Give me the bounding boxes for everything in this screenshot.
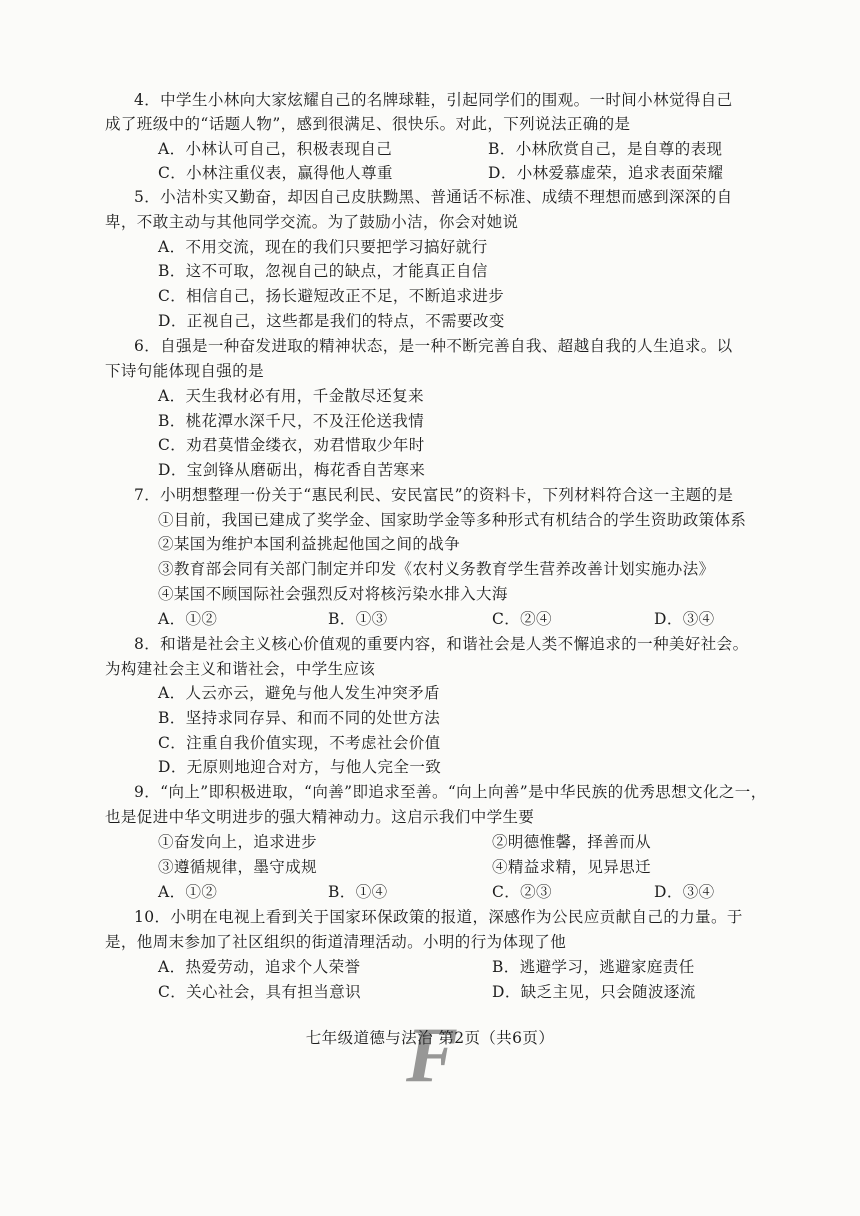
q7-item-2: ②某国为维护本国利益挑起他国之间的战争: [158, 535, 461, 553]
q8-option-c: C．注重自我价值实现，不考虑社会价值: [158, 734, 441, 752]
q9-item-2: ②明德惟馨，择善而从: [492, 833, 652, 851]
q10-option-c: C．关心社会，具有担当意识: [158, 983, 362, 1001]
q5-option-c: C．相信自己，扬长避短改正不足，不断追求进步: [158, 287, 505, 305]
q10-option-b: B．逃避学习，逃避家庭责任: [492, 958, 695, 976]
q10-stem-line2: 是，他周末参加了社区组织的街道清理活动。小明的行为体现了他: [105, 933, 567, 951]
q4-stem-line2: 成了班级中的“话题人物”，感到很满足、很快乐。对此，下列说法正确的是: [105, 115, 631, 133]
q9-option-b: B．①④: [328, 883, 388, 901]
q4-option-d: D．小林爱慕虚荣，追求表面荣耀: [488, 164, 724, 182]
q6-stem-line1: 6．自强是一种奋发进取的精神状态，是一种不断完善自我、超越自我的人生追求。以: [134, 337, 733, 355]
q7-stem-line1: 7．小明想整理一份关于“惠民利民、安民富民”的资料卡，下列材料符合这一主题的是: [134, 486, 734, 504]
q9-option-a: A．①②: [158, 883, 218, 901]
q6-option-b: B．桃花潭水深千尺，不及汪伦送我情: [158, 412, 425, 430]
q4-option-b: B．小林欣赏自己，是自尊的表现: [488, 140, 723, 158]
q7-option-a: A．①②: [158, 610, 218, 628]
q10-stem-line1: 10．小明在电视上看到关于国家环保政策的报道，深感作为公民应贡献自己的力量。于: [134, 908, 743, 926]
q7-item-1: ①目前，我国已建成了奖学金、国家助学金等多种形式有机结合的学生资助政策体系: [158, 511, 747, 529]
q5-option-a: A．不用交流，现在的我们只要把学习搞好就行: [158, 238, 488, 256]
q9-option-d: D．③④: [654, 883, 715, 901]
q6-stem-line2: 下诗句能体现自强的是: [105, 362, 265, 380]
q5-option-d: D．正视自己，这些都是我们的特点，不需要改变: [158, 312, 505, 330]
q4-option-a: A．小林认可自己，积极表现自己: [158, 140, 393, 158]
q10-option-d: D．缺乏主见，只会随波逐流: [492, 983, 696, 1001]
q4-stem-line1: 4．中学生小林向大家炫耀自己的名牌球鞋，引起同学们的围观。一时间小林觉得自己: [134, 91, 733, 109]
q6-option-c: C．劝君莫惜金缕衣，劝君惜取少年时: [158, 436, 425, 454]
q10-option-a: A．热爱劳动，追求个人荣誉: [158, 958, 361, 976]
q9-option-c: C．②③: [492, 883, 552, 901]
q5-stem-line2: 卑，不敢主动与其他同学交流。为了鼓励小洁，你会对她说: [105, 213, 519, 231]
q7-option-b: B．①③: [328, 610, 388, 628]
q9-stem-line2: 也是促进中华文明进步的强大精神动力。这启示我们中学生要: [105, 808, 535, 826]
f-watermark-stamp: F: [405, 1011, 459, 1098]
q4-option-c: C．小林注重仪表，赢得他人尊重: [158, 164, 393, 182]
q7-item-4: ④某国不顾国际社会强烈反对将核污染水排入大海: [158, 585, 508, 603]
q5-option-b: B．这不可取，忽视自己的缺点，才能真正自信: [158, 262, 488, 280]
q7-option-d: D．③④: [654, 610, 715, 628]
q7-item-3: ③教育部会同有关部门制定并印发《农村义务教育学生营养改善计划实施办法》: [158, 560, 715, 578]
q8-option-d: D．无原则地迎合对方，与他人完全一致: [158, 758, 442, 776]
q9-stem-line1: 9．“向上”即积极进取，“向善”即追求至善。“向上向善”是中华民族的优秀思想文化之一，: [134, 783, 767, 801]
q8-stem-line1: 8．和谐是社会主义核心价值观的重要内容，和谐社会是人类不懈追求的一种美好社会。: [134, 635, 749, 653]
q6-option-d: D．宝剑锋从磨砺出，梅花香自苦寒来: [158, 461, 426, 479]
q8-stem-line2: 为构建社会主义和谐社会，中学生应该: [105, 660, 376, 678]
page-footer: 七年级道德与法治 第2页（共6页）: [305, 1029, 555, 1047]
q9-item-1: ①奋发向上，追求进步: [158, 833, 318, 851]
q8-option-a: A．人云亦云，避免与他人发生冲突矛盾: [158, 684, 440, 702]
q6-option-a: A．天生我材必有用，千金散尽还复来: [158, 387, 424, 405]
q8-option-b: B．坚持求同存异、和而不同的处世方法: [158, 709, 441, 727]
q9-item-3: ③遵循规律，墨守成规: [158, 858, 318, 876]
q9-item-4: ④精益求精，见异思迁: [492, 858, 652, 876]
q5-stem-line1: 5．小洁朴实又勤奋，却因自己皮肤黝黑、普通话不标准、成绩不理想而感到深深的自: [134, 188, 733, 206]
q7-option-c: C．②④: [492, 610, 552, 628]
